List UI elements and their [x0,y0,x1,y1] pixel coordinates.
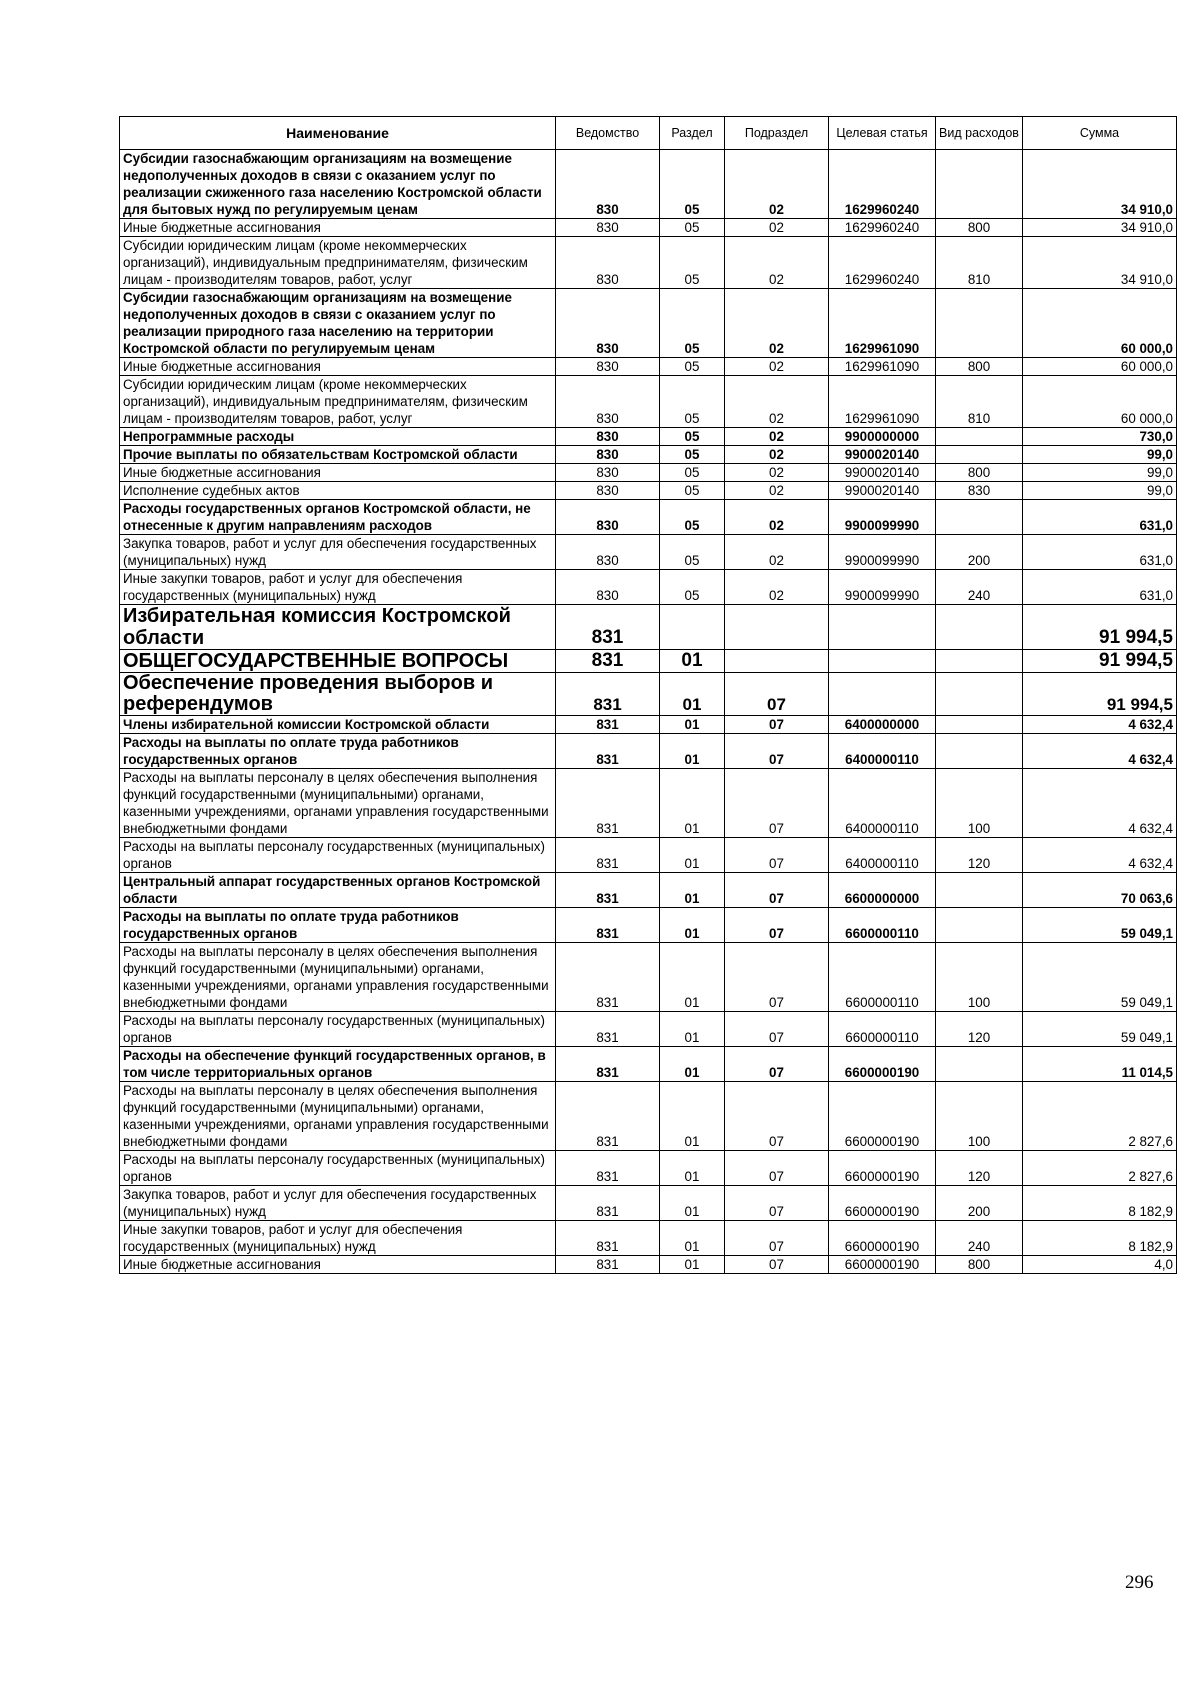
cell-sum: 34 910,0 [1023,219,1177,237]
cell-sum: 34 910,0 [1023,150,1177,219]
cell-kind [936,673,1023,716]
header-name: Наименование [120,117,556,150]
cell-name: Закупка товаров, работ и услуг для обеспечения государственных (муниципальных) нужд [120,535,556,570]
cell-subsection: 02 [725,376,829,428]
cell-subsection: 07 [725,769,829,838]
cell-sum: 91 994,5 [1023,650,1177,673]
cell-name: Расходы на выплаты персоналу государственных (муниципальных) органов [120,1151,556,1186]
cell-dept: 831 [556,650,660,673]
cell-sum: 59 049,1 [1023,943,1177,1012]
cell-kind [936,289,1023,358]
cell-section: 05 [660,219,725,237]
cell-section: 01 [660,716,725,734]
cell-sum: 4 632,4 [1023,769,1177,838]
cell-subsection: 07 [725,1186,829,1221]
cell-sum: 4 632,4 [1023,716,1177,734]
cell-name: Обеспечение проведения выборов и референдумов [120,673,556,716]
cell-kind: 810 [936,376,1023,428]
cell-subsection: 07 [725,734,829,769]
cell-sum: 34 910,0 [1023,237,1177,289]
cell-sum: 60 000,0 [1023,376,1177,428]
cell-subsection: 02 [725,535,829,570]
cell-sum: 91 994,5 [1023,605,1177,650]
cell-dept: 830 [556,464,660,482]
cell-target: 1629961090 [829,289,936,358]
cell-dept: 831 [556,1047,660,1082]
cell-section: 01 [660,943,725,1012]
cell-name: Непрограммные расходы [120,428,556,446]
cell-dept: 830 [556,446,660,464]
cell-kind [936,446,1023,464]
table-row [120,1082,1177,1151]
cell-sum: 4 632,4 [1023,734,1177,769]
cell-sum: 91 994,5 [1023,673,1177,716]
header-dept: Ведомство [556,117,660,150]
cell-target: 9900099990 [829,570,936,605]
cell-target: 1629960240 [829,237,936,289]
cell-target: 9900099990 [829,535,936,570]
table-row [120,650,1177,673]
cell-section: 05 [660,500,725,535]
cell-target: 1629960240 [829,150,936,219]
cell-subsection [725,605,829,650]
cell-section: 05 [660,289,725,358]
cell-kind: 100 [936,769,1023,838]
cell-target: 9900020140 [829,446,936,464]
cell-kind: 800 [936,219,1023,237]
cell-dept: 830 [556,376,660,428]
table-row [120,570,1177,605]
cell-kind [936,1047,1023,1082]
cell-section: 05 [660,358,725,376]
cell-target: 6400000110 [829,734,936,769]
cell-subsection: 07 [725,943,829,1012]
cell-subsection: 02 [725,570,829,605]
cell-dept: 831 [556,908,660,943]
cell-name: Расходы на выплаты по оплате труда работников государственных органов [120,734,556,769]
cell-section: 05 [660,428,725,446]
cell-target [829,650,936,673]
cell-name: Расходы на выплаты персоналу в целях обеспечения выполнения функций государственными (муниципальными) органами, казенными учреждениями, органами управления государственными внебюджетными фондами [120,1082,556,1151]
cell-dept: 830 [556,358,660,376]
cell-kind: 800 [936,1256,1023,1274]
cell-sum: 4,0 [1023,1256,1177,1274]
table-row [120,838,1177,873]
cell-section [660,605,725,650]
cell-dept: 831 [556,605,660,650]
cell-subsection: 02 [725,150,829,219]
cell-kind: 120 [936,1012,1023,1047]
cell-name: Расходы государственных органов Костромской области, не отнесенные к другим направлениям расходов [120,500,556,535]
cell-dept: 831 [556,1151,660,1186]
cell-kind: 830 [936,482,1023,500]
cell-sum: 11 014,5 [1023,1047,1177,1082]
header-section: Раздел [660,117,725,150]
cell-name: Субсидии газоснабжающим организациям на возмещение недополученных доходов в связи с оказанием услуг по реализации сжиженного газа населению Костромской области для бытовых нужд по регулируемым ценам [120,150,556,219]
cell-subsection: 07 [725,908,829,943]
cell-dept: 830 [556,219,660,237]
header-sum: Сумма [1023,117,1177,150]
cell-kind: 120 [936,838,1023,873]
cell-dept: 830 [556,237,660,289]
cell-kind: 240 [936,570,1023,605]
cell-section: 05 [660,464,725,482]
table-row [120,464,1177,482]
table-row [120,358,1177,376]
cell-name: Субсидии юридическим лицам (кроме некоммерческих организаций), индивидуальным предпринимателям, физическим лицам - производителям товаров, работ, услуг [120,376,556,428]
header-target: Целевая статья [829,117,936,150]
table-body [120,150,1177,1274]
cell-section: 05 [660,376,725,428]
cell-sum: 8 182,9 [1023,1186,1177,1221]
cell-name: Закупка товаров, работ и услуг для обеспечения государственных (муниципальных) нужд [120,1186,556,1221]
cell-sum: 631,0 [1023,535,1177,570]
table-row [120,1012,1177,1047]
table-row [120,150,1177,219]
cell-dept: 831 [556,1082,660,1151]
cell-target: 1629960240 [829,219,936,237]
header-kind: Вид расходов [936,117,1023,150]
budget-table [119,116,1177,1274]
cell-dept: 831 [556,838,660,873]
cell-section: 01 [660,1012,725,1047]
cell-subsection: 02 [725,358,829,376]
cell-target: 6600000190 [829,1151,936,1186]
cell-kind: 200 [936,535,1023,570]
cell-name: Члены избирательной комиссии Костромской области [120,716,556,734]
cell-name: Иные бюджетные ассигнования [120,464,556,482]
table-row [120,1151,1177,1186]
table-row [120,535,1177,570]
cell-sum: 2 827,6 [1023,1082,1177,1151]
cell-target: 9900020140 [829,482,936,500]
cell-name: Избирательная комиссия Костромской области [120,605,556,650]
cell-dept: 830 [556,150,660,219]
cell-dept: 830 [556,428,660,446]
cell-section: 05 [660,482,725,500]
cell-kind [936,873,1023,908]
table-row [120,482,1177,500]
cell-section: 05 [660,535,725,570]
cell-name: Расходы на выплаты персоналу государственных (муниципальных) органов [120,838,556,873]
cell-section: 05 [660,570,725,605]
cell-section: 01 [660,1221,725,1256]
cell-dept: 831 [556,769,660,838]
cell-target: 6400000000 [829,716,936,734]
cell-sum: 99,0 [1023,464,1177,482]
cell-subsection: 02 [725,482,829,500]
table-row [120,873,1177,908]
cell-subsection: 02 [725,219,829,237]
cell-name: Иные бюджетные ассигнования [120,358,556,376]
cell-section: 01 [660,650,725,673]
table-row [120,769,1177,838]
cell-subsection: 07 [725,1256,829,1274]
cell-kind: 810 [936,237,1023,289]
cell-sum: 4 632,4 [1023,838,1177,873]
cell-target [829,605,936,650]
cell-kind [936,150,1023,219]
cell-subsection: 02 [725,446,829,464]
cell-section: 01 [660,1151,725,1186]
table-row [120,219,1177,237]
cell-dept: 831 [556,1186,660,1221]
header-subsection: Подраздел [725,117,829,150]
table-row [120,500,1177,535]
cell-target: 6600000190 [829,1082,936,1151]
cell-kind: 100 [936,1082,1023,1151]
cell-name: Расходы на выплаты по оплате труда работников государственных органов [120,908,556,943]
cell-dept: 831 [556,943,660,1012]
cell-name: ОБЩЕГОСУДАРСТВЕННЫЕ ВОПРОСЫ [120,650,556,673]
cell-name: Расходы на выплаты персоналу в целях обеспечения выполнения функций государственными (муниципальными) органами, казенными учреждениями, органами управления государственными внебюджетными фондами [120,943,556,1012]
cell-target: 6600000110 [829,1012,936,1047]
cell-kind: 240 [936,1221,1023,1256]
table-row [120,943,1177,1012]
cell-name: Иные закупки товаров, работ и услуг для обеспечения государственных (муниципальных) нужд [120,1221,556,1256]
cell-section: 05 [660,150,725,219]
cell-kind [936,605,1023,650]
cell-target: 6400000110 [829,769,936,838]
cell-kind [936,908,1023,943]
table-row [120,716,1177,734]
cell-target: 6600000190 [829,1221,936,1256]
cell-kind [936,500,1023,535]
table-row [120,1047,1177,1082]
cell-target [829,673,936,716]
cell-sum: 8 182,9 [1023,1221,1177,1256]
cell-sum: 59 049,1 [1023,1012,1177,1047]
table-row [120,605,1177,650]
cell-sum: 60 000,0 [1023,289,1177,358]
cell-section: 01 [660,673,725,716]
cell-target: 6600000110 [829,908,936,943]
cell-subsection: 07 [725,838,829,873]
cell-subsection: 07 [725,673,829,716]
cell-section: 01 [660,1186,725,1221]
cell-kind [936,716,1023,734]
cell-sum: 631,0 [1023,570,1177,605]
table-row [120,428,1177,446]
cell-dept: 830 [556,535,660,570]
cell-subsection: 02 [725,500,829,535]
cell-target: 9900099990 [829,500,936,535]
cell-sum: 631,0 [1023,500,1177,535]
cell-target: 1629961090 [829,376,936,428]
cell-name: Прочие выплаты по обязательствам Костромской области [120,446,556,464]
table-row [120,376,1177,428]
cell-subsection: 07 [725,1221,829,1256]
cell-kind: 800 [936,464,1023,482]
cell-kind: 800 [936,358,1023,376]
cell-name: Иные бюджетные ассигнования [120,1256,556,1274]
cell-section: 01 [660,769,725,838]
cell-subsection: 02 [725,289,829,358]
cell-name: Расходы на обеспечение функций государственных органов, в том числе территориальных органов [120,1047,556,1082]
page-number: 296 [1125,1572,1154,1593]
cell-dept: 830 [556,570,660,605]
cell-dept: 831 [556,873,660,908]
cell-subsection: 02 [725,237,829,289]
cell-dept: 830 [556,289,660,358]
cell-dept: 830 [556,500,660,535]
cell-kind: 200 [936,1186,1023,1221]
cell-dept: 831 [556,673,660,716]
cell-sum: 70 063,6 [1023,873,1177,908]
cell-name: Расходы на выплаты персоналу в целях обеспечения выполнения функций государственными (муниципальными) органами, казенными учреждениями, органами управления государственными внебюджетными фондами [120,769,556,838]
cell-sum: 730,0 [1023,428,1177,446]
cell-section: 01 [660,1256,725,1274]
table-row [120,734,1177,769]
cell-target: 6600000190 [829,1186,936,1221]
cell-target: 9900020140 [829,464,936,482]
cell-kind [936,650,1023,673]
table-row [120,673,1177,716]
cell-section: 05 [660,446,725,464]
cell-kind: 100 [936,943,1023,1012]
cell-kind [936,428,1023,446]
cell-section: 01 [660,1082,725,1151]
cell-name: Центральный аппарат государственных органов Костромской области [120,873,556,908]
cell-section: 01 [660,1047,725,1082]
cell-subsection: 07 [725,716,829,734]
cell-name: Исполнение судебных актов [120,482,556,500]
cell-target: 6400000110 [829,838,936,873]
cell-section: 01 [660,734,725,769]
cell-section: 01 [660,873,725,908]
cell-subsection: 07 [725,1012,829,1047]
cell-subsection: 07 [725,873,829,908]
table-row [120,1186,1177,1221]
table-row [120,1221,1177,1256]
cell-subsection: 07 [725,1151,829,1186]
cell-dept: 831 [556,716,660,734]
cell-dept: 830 [556,482,660,500]
cell-section: 01 [660,908,725,943]
cell-sum: 59 049,1 [1023,908,1177,943]
cell-name: Иные бюджетные ассигнования [120,219,556,237]
cell-name: Субсидии газоснабжающим организациям на возмещение недополученных доходов в связи с оказанием услуг по реализации природного газа населению на территории Костромской области по регулируемым ценам [120,289,556,358]
table-row [120,237,1177,289]
table-header-row [120,117,1177,150]
cell-dept: 831 [556,734,660,769]
cell-target: 9900000000 [829,428,936,446]
cell-sum: 99,0 [1023,482,1177,500]
cell-kind [936,734,1023,769]
table-row [120,1256,1177,1274]
cell-target: 6600000110 [829,943,936,1012]
table-row [120,446,1177,464]
cell-dept: 831 [556,1256,660,1274]
cell-name: Субсидии юридическим лицам (кроме некоммерческих организаций), индивидуальным предпринимателям, физическим лицам - производителям товаров, работ, услуг [120,237,556,289]
cell-name: Иные закупки товаров, работ и услуг для обеспечения государственных (муниципальных) нужд [120,570,556,605]
cell-dept: 831 [556,1221,660,1256]
cell-name: Расходы на выплаты персоналу государственных (муниципальных) органов [120,1012,556,1047]
cell-kind: 120 [936,1151,1023,1186]
cell-subsection: 07 [725,1082,829,1151]
cell-target: 6600000190 [829,1256,936,1274]
cell-sum: 2 827,6 [1023,1151,1177,1186]
cell-subsection [725,650,829,673]
cell-subsection: 02 [725,464,829,482]
cell-section: 01 [660,838,725,873]
cell-target: 6600000190 [829,1047,936,1082]
cell-dept: 831 [556,1012,660,1047]
cell-subsection: 02 [725,428,829,446]
table-row [120,289,1177,358]
cell-section: 05 [660,237,725,289]
cell-target: 6600000000 [829,873,936,908]
cell-subsection: 07 [725,1047,829,1082]
cell-sum: 60 000,0 [1023,358,1177,376]
cell-sum: 99,0 [1023,446,1177,464]
cell-target: 1629961090 [829,358,936,376]
table-row [120,908,1177,943]
